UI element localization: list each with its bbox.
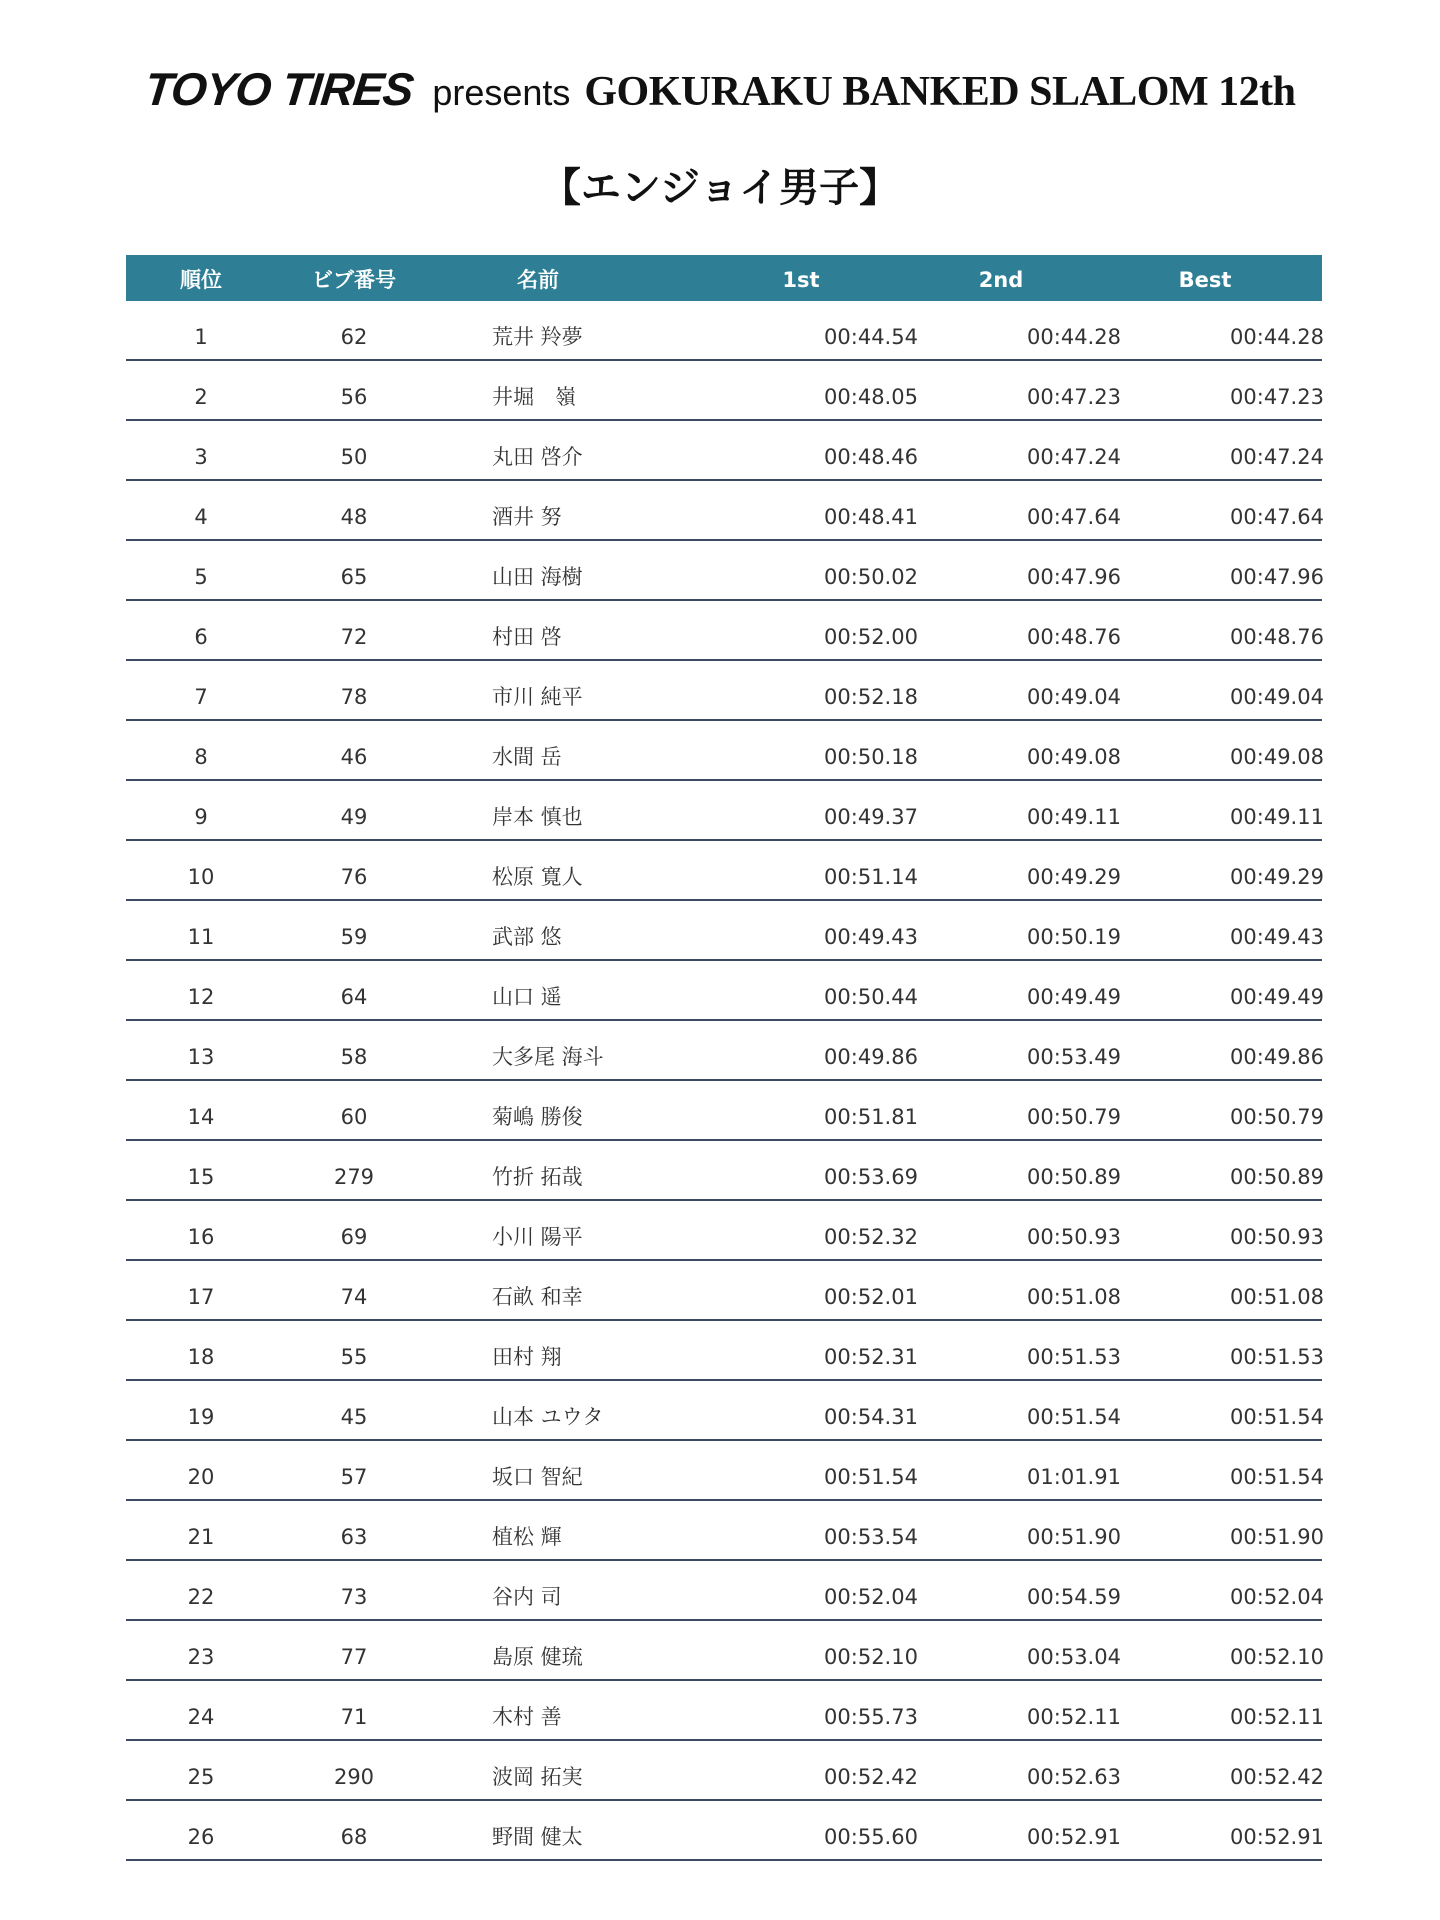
second-run-cell: 00:54.59: [1027, 1585, 1121, 1609]
table-row: [126, 961, 1322, 1021]
first-run-cell: 00:53.54: [824, 1525, 918, 1549]
category-title: 【エンジョイ男子】: [540, 165, 900, 211]
first-run-cell: 00:52.18: [824, 685, 918, 709]
table-row: [126, 1741, 1322, 1801]
table-row: [126, 481, 1322, 541]
rank-cell: 5: [194, 565, 208, 589]
best-time-cell: 00:52.91: [1230, 1825, 1324, 1849]
rank-cell: 24: [187, 1705, 215, 1729]
table-row: [126, 661, 1322, 721]
rank-cell: 12: [187, 985, 215, 1009]
name-cell: 井堀 嶺: [492, 385, 576, 409]
second-run-cell: 00:49.08: [1027, 745, 1121, 769]
second-run-cell: 00:44.28: [1027, 325, 1121, 349]
first-run-cell: 00:51.54: [824, 1465, 918, 1489]
best-time-cell: 00:51.53: [1230, 1345, 1324, 1369]
second-run-cell: 00:47.64: [1027, 505, 1121, 529]
column-header-rank: 順位: [180, 268, 222, 292]
first-run-cell: 00:44.54: [824, 325, 918, 349]
rank-cell: 26: [187, 1825, 215, 1849]
rank-cell: 18: [187, 1345, 215, 1369]
name-cell: 山本 ユウタ: [492, 1405, 604, 1429]
first-run-cell: 00:49.43: [824, 925, 918, 949]
best-time-cell: 00:49.04: [1230, 685, 1324, 709]
second-run-cell: 00:51.54: [1027, 1405, 1121, 1429]
table-row: [126, 781, 1322, 841]
bib-cell: 290: [333, 1765, 375, 1789]
name-cell: 木村 善: [492, 1705, 562, 1729]
bib-cell: 45: [340, 1405, 368, 1429]
bib-cell: 58: [340, 1045, 368, 1069]
second-run-cell: 00:53.49: [1027, 1045, 1121, 1069]
second-run-cell: 01:01.91: [1027, 1465, 1121, 1489]
second-run-cell: 00:49.29: [1027, 865, 1121, 889]
second-run-cell: 00:51.08: [1027, 1285, 1121, 1309]
best-time-cell: 00:47.24: [1230, 445, 1324, 469]
second-run-cell: 00:51.53: [1027, 1345, 1121, 1369]
rank-cell: 4: [194, 505, 208, 529]
table-row: [126, 1801, 1322, 1861]
table-row: [126, 1501, 1322, 1561]
second-run-cell: 00:50.89: [1027, 1165, 1121, 1189]
table-row: [126, 541, 1322, 601]
bib-cell: 50: [340, 445, 368, 469]
rank-cell: 1: [194, 325, 208, 349]
bib-cell: 78: [340, 685, 368, 709]
column-header-first: 1st: [782, 268, 820, 292]
name-cell: 山口 遥: [492, 985, 562, 1009]
second-run-cell: 00:53.04: [1027, 1645, 1121, 1669]
name-cell: 市川 純平: [492, 685, 583, 709]
first-run-cell: 00:55.73: [824, 1705, 918, 1729]
first-run-cell: 00:52.01: [824, 1285, 918, 1309]
name-cell: 野間 健太: [492, 1825, 583, 1849]
rank-cell: 9: [194, 805, 208, 829]
name-cell: 田村 翔: [492, 1345, 562, 1369]
table-row: [126, 901, 1322, 961]
brand-logo: TOYO TIRES: [141, 63, 416, 115]
bib-cell: 72: [340, 625, 368, 649]
name-cell: 波岡 拓実: [492, 1765, 583, 1789]
column-header-best: Best: [1178, 268, 1232, 292]
table-row: [126, 361, 1322, 421]
bib-cell: 77: [340, 1645, 368, 1669]
best-time-cell: 00:47.23: [1230, 385, 1324, 409]
name-cell: 小川 陽平: [492, 1225, 583, 1249]
column-header-second: 2nd: [978, 268, 1024, 292]
rank-cell: 21: [187, 1525, 215, 1549]
name-cell: 谷内 司: [492, 1585, 562, 1609]
event-header: [0, 62, 1440, 132]
best-time-cell: 00:51.54: [1230, 1405, 1324, 1429]
best-time-cell: 00:49.29: [1230, 865, 1324, 889]
name-cell: 水間 岳: [492, 745, 562, 769]
first-run-cell: 00:48.41: [824, 505, 918, 529]
second-run-cell: 00:49.49: [1027, 985, 1121, 1009]
bib-cell: 59: [340, 925, 368, 949]
second-run-cell: 00:47.23: [1027, 385, 1121, 409]
first-run-cell: 00:52.10: [824, 1645, 918, 1669]
results-table: [126, 255, 1322, 1861]
first-run-cell: 00:48.46: [824, 445, 918, 469]
rank-cell: 8: [194, 745, 208, 769]
second-run-cell: 00:52.91: [1027, 1825, 1121, 1849]
rank-cell: 11: [187, 925, 215, 949]
first-run-cell: 00:52.42: [824, 1765, 918, 1789]
bib-cell: 73: [340, 1585, 368, 1609]
best-time-cell: 00:47.96: [1230, 565, 1324, 589]
rank-cell: 19: [187, 1405, 215, 1429]
best-time-cell: 00:51.54: [1230, 1465, 1324, 1489]
table-row: [126, 1681, 1322, 1741]
best-time-cell: 00:51.08: [1230, 1285, 1324, 1309]
first-run-cell: 00:51.14: [824, 865, 918, 889]
first-run-cell: 00:52.31: [824, 1345, 918, 1369]
table-row: [126, 841, 1322, 901]
bib-cell: 63: [340, 1525, 368, 1549]
bib-cell: 74: [340, 1285, 368, 1309]
first-run-cell: 00:51.81: [824, 1105, 918, 1129]
table-row: [126, 1321, 1322, 1381]
bib-cell: 71: [340, 1705, 368, 1729]
first-run-cell: 00:52.32: [824, 1225, 918, 1249]
rank-cell: 16: [187, 1225, 215, 1249]
second-run-cell: 00:48.76: [1027, 625, 1121, 649]
rank-cell: 7: [194, 685, 208, 709]
table-row: [126, 421, 1322, 481]
best-time-cell: 00:48.76: [1230, 625, 1324, 649]
rank-cell: 23: [187, 1645, 215, 1669]
rank-cell: 2: [194, 385, 208, 409]
name-cell: 石畝 和幸: [492, 1285, 583, 1309]
best-time-cell: 00:47.64: [1230, 505, 1324, 529]
table-row: [126, 1021, 1322, 1081]
bib-cell: 279: [333, 1165, 375, 1189]
bib-cell: 65: [340, 565, 368, 589]
best-time-cell: 00:49.08: [1230, 745, 1324, 769]
first-run-cell: 00:49.37: [824, 805, 918, 829]
best-time-cell: 00:50.93: [1230, 1225, 1324, 1249]
table-row: [126, 1621, 1322, 1681]
table-row: [126, 1201, 1322, 1261]
first-run-cell: 00:53.69: [824, 1165, 918, 1189]
bib-cell: 55: [340, 1345, 368, 1369]
best-time-cell: 00:44.28: [1230, 325, 1324, 349]
rank-cell: 3: [194, 445, 208, 469]
table-row: [126, 1141, 1322, 1201]
bib-cell: 68: [340, 1825, 368, 1849]
second-run-cell: 00:51.90: [1027, 1525, 1121, 1549]
table-row: [126, 1561, 1322, 1621]
second-run-cell: 00:49.04: [1027, 685, 1121, 709]
name-cell: 竹折 拓哉: [492, 1165, 583, 1189]
rank-cell: 25: [187, 1765, 215, 1789]
best-time-cell: 00:50.89: [1230, 1165, 1324, 1189]
name-cell: 島原 健琉: [492, 1645, 583, 1669]
table-row: [126, 1381, 1322, 1441]
second-run-cell: 00:52.11: [1027, 1705, 1121, 1729]
first-run-cell: 00:54.31: [824, 1405, 918, 1429]
rank-cell: 10: [187, 865, 215, 889]
best-time-cell: 00:49.11: [1230, 805, 1324, 829]
event-title: GOKURAKU BANKED SLALOM 12th: [584, 69, 1296, 115]
bib-cell: 49: [340, 805, 368, 829]
bib-cell: 48: [340, 505, 368, 529]
best-time-cell: 00:51.90: [1230, 1525, 1324, 1549]
name-cell: 植松 輝: [492, 1525, 562, 1549]
best-time-cell: 00:49.43: [1230, 925, 1324, 949]
second-run-cell: 00:47.24: [1027, 445, 1121, 469]
best-time-cell: 00:52.42: [1230, 1765, 1324, 1789]
best-time-cell: 00:49.49: [1230, 985, 1324, 1009]
table-header: [126, 255, 1322, 301]
bib-cell: 56: [340, 385, 368, 409]
first-run-cell: 00:50.18: [824, 745, 918, 769]
second-run-cell: 00:52.63: [1027, 1765, 1121, 1789]
first-run-cell: 00:55.60: [824, 1825, 918, 1849]
name-cell: 岸本 慎也: [492, 805, 583, 829]
bib-cell: 69: [340, 1225, 368, 1249]
name-cell: 松原 寛人: [492, 865, 583, 889]
rank-cell: 6: [194, 625, 208, 649]
rank-cell: 13: [187, 1045, 215, 1069]
bib-cell: 76: [340, 865, 368, 889]
bib-cell: 60: [340, 1105, 368, 1129]
best-time-cell: 00:50.79: [1230, 1105, 1324, 1129]
name-cell: 荒井 羚夢: [492, 325, 583, 349]
first-run-cell: 00:48.05: [824, 385, 918, 409]
column-header-name: 名前: [517, 268, 559, 292]
bib-cell: 46: [340, 745, 368, 769]
name-cell: 村田 啓: [492, 625, 562, 649]
bib-cell: 62: [340, 325, 368, 349]
first-run-cell: 00:50.02: [824, 565, 918, 589]
best-time-cell: 00:52.11: [1230, 1705, 1324, 1729]
second-run-cell: 00:50.93: [1027, 1225, 1121, 1249]
rank-cell: 15: [187, 1165, 215, 1189]
rank-cell: 22: [187, 1585, 215, 1609]
table-row: [126, 1261, 1322, 1321]
best-time-cell: 00:49.86: [1230, 1045, 1324, 1069]
first-run-cell: 00:52.00: [824, 625, 918, 649]
name-cell: 酒井 努: [492, 505, 562, 529]
bib-cell: 57: [340, 1465, 368, 1489]
table-row: [126, 1441, 1322, 1501]
presents-text: presents: [432, 72, 571, 113]
rank-cell: 17: [187, 1285, 215, 1309]
second-run-cell: 00:47.96: [1027, 565, 1121, 589]
second-run-cell: 00:49.11: [1027, 805, 1121, 829]
first-run-cell: 00:49.86: [824, 1045, 918, 1069]
name-cell: 菊嶋 勝俊: [492, 1105, 583, 1129]
first-run-cell: 00:50.44: [824, 985, 918, 1009]
rank-cell: 20: [187, 1465, 215, 1489]
best-time-cell: 00:52.10: [1230, 1645, 1324, 1669]
second-run-cell: 00:50.79: [1027, 1105, 1121, 1129]
rank-cell: 14: [187, 1105, 215, 1129]
name-cell: 坂口 智紀: [492, 1465, 583, 1489]
table-body: [126, 301, 1322, 1861]
column-header-bib: ビブ番号: [312, 268, 396, 292]
second-run-cell: 00:50.19: [1027, 925, 1121, 949]
table-row: [126, 1081, 1322, 1141]
best-time-cell: 00:52.04: [1230, 1585, 1324, 1609]
name-cell: 丸田 啓介: [492, 445, 583, 469]
name-cell: 山田 海樹: [492, 565, 583, 589]
first-run-cell: 00:52.04: [824, 1585, 918, 1609]
name-cell: 武部 悠: [492, 925, 562, 949]
table-row: [126, 601, 1322, 661]
bib-cell: 64: [340, 985, 368, 1009]
name-cell: 大多尾 海斗: [492, 1045, 604, 1069]
table-row: [126, 721, 1322, 781]
table-row: [126, 301, 1322, 361]
